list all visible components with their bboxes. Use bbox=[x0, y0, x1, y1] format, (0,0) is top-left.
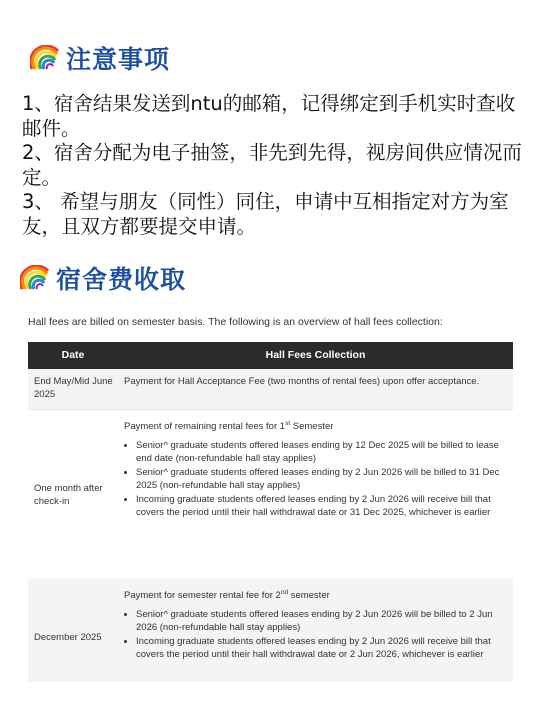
fees-heading bbox=[20, 260, 186, 296]
column-header-collection: Hall Fees Collection bbox=[265, 349, 366, 361]
notes-heading bbox=[30, 40, 170, 76]
notes-title: 注意事项 bbox=[66, 45, 171, 74]
row-collection bbox=[124, 417, 506, 520]
table-row bbox=[28, 579, 513, 682]
row-date: End May/Mid June 2025 bbox=[34, 376, 113, 400]
table-intro: Hall fees are billed on semester basis. The following is an overview of hall fees collection: bbox=[28, 316, 443, 328]
bullet-list bbox=[124, 608, 506, 661]
fees-title: 宿舍费收取 bbox=[56, 265, 187, 294]
notes-list bbox=[22, 92, 522, 239]
table-header bbox=[28, 342, 513, 369]
list-item: • Senior^ graduate students offered leases ending by 12 Dec 2025 will be billed to lease end date (non-refundable hall stay applies) bbox=[136, 439, 506, 465]
hall-fees-panel bbox=[22, 302, 520, 682]
row-date: December 2025 bbox=[34, 632, 102, 643]
note-item: 3、 希望与朋友（同性）同住，申请中互相指定对方为室友，且双方都要提交申请。 bbox=[22, 190, 509, 238]
row-date: One month after check-in bbox=[34, 483, 103, 507]
column-header-date: Date bbox=[61, 349, 85, 361]
list-item: • Senior^ graduate students offered leases ending by 2 Jun 2026 will be billed to 31 Dec 2025 (non-refundable hall stay applies) bbox=[136, 466, 506, 492]
bullet-list bbox=[124, 439, 506, 519]
row-lead: Payment for semester rental fee for 2nd semester bbox=[124, 589, 330, 602]
rainbow-icon bbox=[20, 265, 50, 291]
list-item: • Senior^ graduate students offered leases ending by 2 Jun 2026 will be billed to 2 Jun 2026 (non-refundable hall stay applies) bbox=[136, 608, 506, 634]
rainbow-icon bbox=[30, 45, 60, 71]
row-collection: Payment for Hall Acceptance Fee (two months of rental fees) upon offer acceptance. bbox=[124, 376, 480, 387]
table-row bbox=[28, 369, 513, 409]
list-item: • Incoming graduate students offered leases ending by 2 Jun 2026 will receive bill that covers the period until their hall withdrawal date or 2 Jun 2026, whichever is earlier bbox=[136, 635, 506, 661]
row-collection bbox=[124, 586, 506, 662]
note-item: 1、宿舍结果发送到ntu的邮箱，记得绑定到手机实时查收邮件。 bbox=[22, 92, 516, 140]
table-row bbox=[28, 409, 513, 580]
list-item: • Incoming graduate students offered leases ending by 2 Jun 2026 will receive bill that covers the period until their hall withdrawal date or 31 Dec 2025, whichever is earlier bbox=[136, 493, 506, 519]
row-lead: Payment of remaining rental fees for 1st Semester bbox=[124, 420, 334, 433]
note-item: 2、宿舍分配为电子抽签，非先到先得，视房间供应情况而定。 bbox=[22, 141, 522, 189]
